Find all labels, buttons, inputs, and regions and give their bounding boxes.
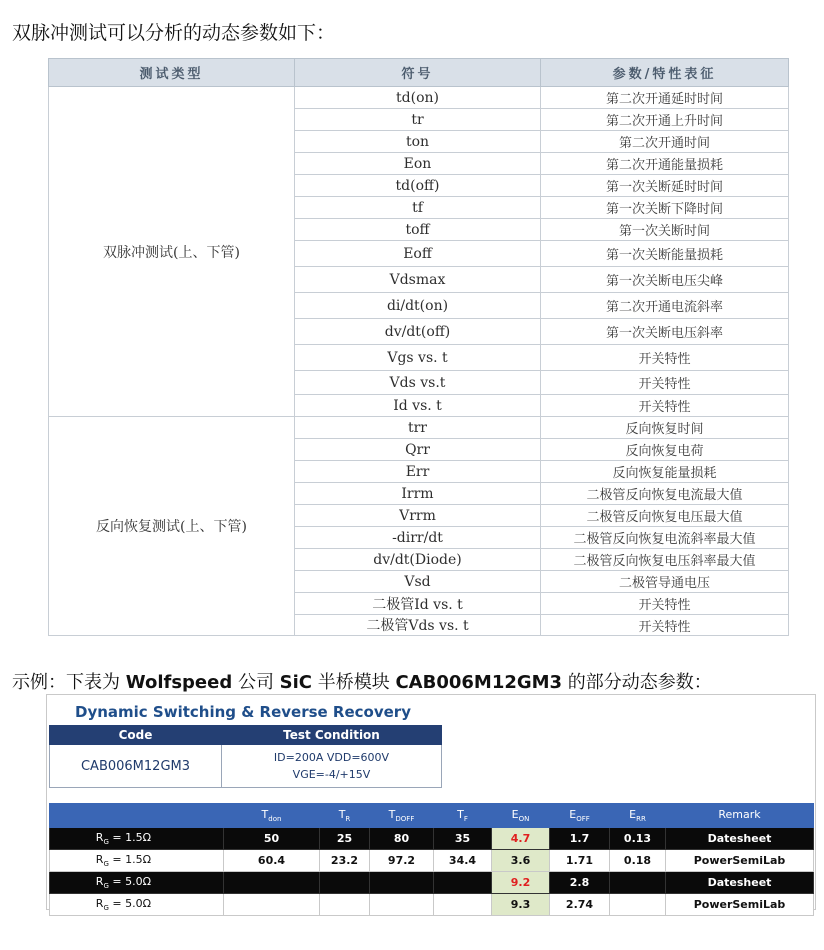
- value-cell: 50: [224, 828, 320, 850]
- value-cell: 34.4: [434, 850, 492, 872]
- header-parameter: 参数/特性表征: [541, 59, 789, 87]
- symbol-cell: 二极管Vds vs. t: [295, 615, 541, 636]
- condition-line-2: VGE=-4/+15V: [292, 768, 371, 781]
- description-cell: 二极管反向恢复电压斜率最大值: [541, 549, 789, 571]
- rg-subscript: G: [103, 838, 109, 847]
- symbol-cell: 二极管Id vs. t: [295, 593, 541, 615]
- symbol-cell: dv/dt(Diode): [295, 549, 541, 571]
- description-cell: 反向恢复时间: [541, 417, 789, 439]
- value-cell: 60.4: [224, 850, 320, 872]
- column-header-sub: don: [268, 815, 282, 824]
- description-cell: 第二次开通上升时间: [541, 109, 789, 131]
- symbol-cell: ton: [295, 131, 541, 153]
- symbol-cell: tr: [295, 109, 541, 131]
- column-header: [666, 804, 814, 828]
- symbol-cell: Qrr: [295, 439, 541, 461]
- rg-value: = 5.0Ω: [108, 874, 151, 888]
- value-cell: [224, 894, 320, 916]
- symbol-cell: Eoff: [295, 241, 541, 267]
- description-cell: 开关特性: [541, 615, 789, 636]
- wolfspeed-datasheet-panel: [46, 694, 816, 913]
- example-brand: Wolfspeed: [125, 672, 233, 693]
- rg-subscript: G: [103, 860, 109, 869]
- symbol-cell: dv/dt(off): [295, 319, 541, 345]
- column-header: [434, 804, 492, 828]
- description-cell: 反向恢复能量损耗: [541, 461, 789, 483]
- description-cell: 二极管反向恢复电压最大值: [541, 505, 789, 527]
- column-header-sub: RR: [636, 815, 646, 824]
- description-cell: 二极管反向恢复电流斜率最大值: [541, 527, 789, 549]
- symbol-cell: Eon: [295, 153, 541, 175]
- results-row: [50, 828, 814, 850]
- description-cell: 第一次关断下降时间: [541, 197, 789, 219]
- condition-value: [222, 745, 442, 788]
- test-type-cell: 双脉冲测试(上、下管): [49, 87, 295, 417]
- value-cell: [320, 872, 370, 894]
- code-value: CAB006M12GM3: [50, 745, 222, 788]
- table-row: [49, 417, 789, 439]
- column-header: [492, 804, 550, 828]
- description-cell: 二极管导通电压: [541, 571, 789, 593]
- column-header: [370, 804, 434, 828]
- value-cell: 1.7: [550, 828, 610, 850]
- rg-value: = 1.5Ω: [108, 852, 151, 866]
- description-cell: 第一次关断电压斜率: [541, 319, 789, 345]
- example-mid1: 公司: [232, 672, 280, 693]
- value-cell: [434, 894, 492, 916]
- results-row: [50, 850, 814, 872]
- value-cell: 2.74: [550, 894, 610, 916]
- value-cell: 0.13: [610, 828, 666, 850]
- symbol-cell: Vds vs.t: [295, 371, 541, 395]
- column-header-main: E: [569, 807, 577, 821]
- symbol-cell: Err: [295, 461, 541, 483]
- column-header-main: T: [261, 807, 269, 821]
- rg-value: = 1.5Ω: [108, 830, 151, 844]
- results-row: [50, 894, 814, 916]
- description-cell: 反向恢复电荷: [541, 439, 789, 461]
- value-cell: [434, 872, 492, 894]
- column-header-main: E: [629, 807, 637, 821]
- value-cell: 3.6: [492, 850, 550, 872]
- symbol-cell: trr: [295, 417, 541, 439]
- column-header-sub: F: [463, 815, 468, 824]
- value-cell: 35: [434, 828, 492, 850]
- intro-text: 双脉冲测试可以分析的动态参数如下：: [12, 22, 336, 44]
- value-cell: 1.71: [550, 850, 610, 872]
- value-cell: [370, 872, 434, 894]
- remark-cell: PowerSemiLab: [666, 850, 814, 872]
- symbol-cell: td(on): [295, 87, 541, 109]
- column-header: [610, 804, 666, 828]
- column-header-sub: R: [345, 815, 351, 824]
- value-cell: 97.2: [370, 850, 434, 872]
- symbol-cell: tf: [295, 197, 541, 219]
- value-cell: 23.2: [320, 850, 370, 872]
- column-header-main: T: [457, 807, 464, 821]
- description-cell: 开关特性: [541, 395, 789, 417]
- column-header-main: Remark: [718, 807, 761, 821]
- value-cell: [320, 894, 370, 916]
- value-cell: 4.7: [492, 828, 550, 850]
- header-symbol: 符号: [295, 59, 541, 87]
- column-header: [550, 804, 610, 828]
- example-suffix: 的部分动态参数：: [562, 672, 712, 693]
- switching-results-table: [49, 803, 814, 916]
- description-cell: 开关特性: [541, 371, 789, 395]
- rg-symbol: R: [95, 874, 104, 888]
- column-header-sub: ON: [518, 815, 530, 824]
- description-cell: 第一次关断延时时间: [541, 175, 789, 197]
- gate-resistance-cell: [50, 872, 224, 894]
- value-cell: 0.18: [610, 850, 666, 872]
- remark-cell: Datesheet: [666, 872, 814, 894]
- column-header: [224, 804, 320, 828]
- gate-resistance-cell: [50, 894, 224, 916]
- condition-line-1: ID=200A VDD=600V: [273, 751, 390, 764]
- rg-subscript: G: [103, 882, 109, 891]
- condition-header: Test Condition: [222, 726, 442, 745]
- value-cell: 9.3: [492, 894, 550, 916]
- description-cell: 第一次关断时间: [541, 219, 789, 241]
- symbol-cell: -dirr/dt: [295, 527, 541, 549]
- column-header-main: T: [388, 807, 396, 821]
- results-row: [50, 872, 814, 894]
- description-cell: 第二次开通能量损耗: [541, 153, 789, 175]
- column-header-sub: OFF: [576, 815, 590, 824]
- column-header-main: T: [338, 807, 346, 821]
- symbol-cell: Irrm: [295, 483, 541, 505]
- value-cell: 80: [370, 828, 434, 850]
- results-header-row: [50, 804, 814, 828]
- description-cell: 第二次开通延时时间: [541, 87, 789, 109]
- value-cell: 2.8: [550, 872, 610, 894]
- example-prefix: 示例：下表为: [12, 672, 126, 693]
- symbol-cell: toff: [295, 219, 541, 241]
- value-cell: 9.2: [492, 872, 550, 894]
- value-cell: 25: [320, 828, 370, 850]
- example-model: CAB006M12GM3: [395, 672, 563, 693]
- rg-subscript: G: [103, 904, 109, 913]
- description-cell: 二极管反向恢复电流最大值: [541, 483, 789, 505]
- description-cell: 开关特性: [541, 593, 789, 615]
- rg-symbol: R: [95, 896, 104, 910]
- gate-resistance-cell: [50, 850, 224, 872]
- example-mid2: 半桥模块: [312, 672, 396, 693]
- dynamic-parameters-table: [48, 58, 789, 636]
- symbol-cell: Vdsmax: [295, 267, 541, 293]
- description-cell: 第一次关断能量损耗: [541, 241, 789, 267]
- description-cell: 第一次关断电压尖峰: [541, 267, 789, 293]
- description-cell: 第二次开通时间: [541, 131, 789, 153]
- test-type-cell: 反向恢复测试(上、下管): [49, 417, 295, 636]
- symbol-cell: di/dt(on): [295, 293, 541, 319]
- remark-cell: Datesheet: [666, 828, 814, 850]
- description-cell: 第二次开通电流斜率: [541, 293, 789, 319]
- symbol-cell: Vgs vs. t: [295, 345, 541, 371]
- panel-title: Dynamic Switching & Reverse Recovery: [75, 703, 411, 721]
- rg-symbol: R: [95, 830, 104, 844]
- column-header-main: E: [511, 807, 519, 821]
- column-header: [50, 804, 224, 828]
- code-header: Code: [50, 726, 222, 745]
- column-header: [320, 804, 370, 828]
- symbol-cell: Vsd: [295, 571, 541, 593]
- symbol-cell: td(off): [295, 175, 541, 197]
- gate-resistance-cell: [50, 828, 224, 850]
- example-sic: SiC: [279, 672, 313, 693]
- header-test-type: 测试类型: [49, 59, 295, 87]
- value-cell: [224, 872, 320, 894]
- description-cell: 开关特性: [541, 345, 789, 371]
- value-cell: [610, 872, 666, 894]
- table-header-row: [49, 59, 789, 87]
- symbol-cell: Id vs. t: [295, 395, 541, 417]
- value-cell: [370, 894, 434, 916]
- rg-symbol: R: [95, 852, 104, 866]
- table-row: [49, 87, 789, 109]
- symbol-cell: Vrrm: [295, 505, 541, 527]
- remark-cell: PowerSemiLab: [666, 894, 814, 916]
- rg-value: = 5.0Ω: [108, 896, 151, 910]
- value-cell: [610, 894, 666, 916]
- code-condition-table: [49, 725, 442, 788]
- column-header-sub: DOFF: [395, 815, 415, 824]
- example-caption: [12, 668, 712, 694]
